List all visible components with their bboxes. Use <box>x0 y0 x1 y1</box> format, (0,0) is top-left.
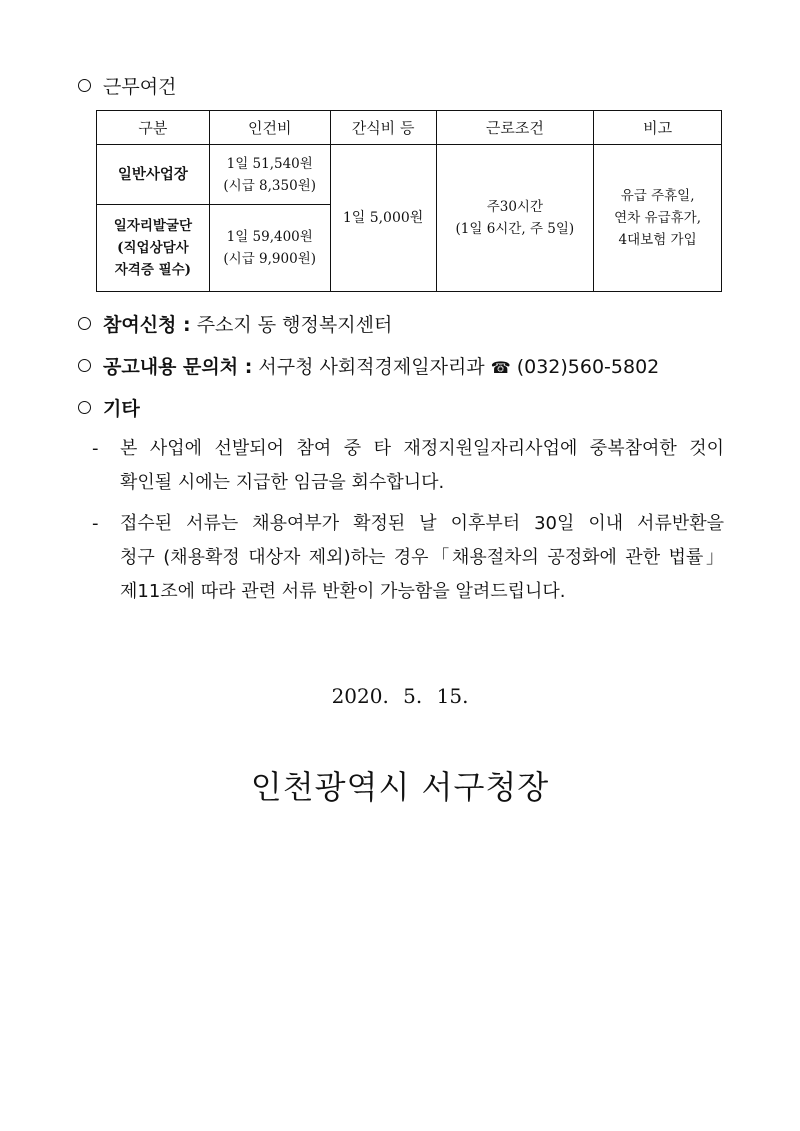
table-header-cell: 근로조건 <box>436 111 594 145</box>
dash-marker: - <box>92 438 99 459</box>
pay-hourly: (시급 8,350원) <box>223 177 317 194</box>
etc-line: 청구 (채용확정 대상자 제외)하는 경우「채용절차의 공정화에 관한 법률」 <box>120 547 724 568</box>
pay-cell <box>209 205 330 292</box>
etc-line: 제11조에 따라 관련 서류 반환이 가능함을 알려드립니다. <box>120 581 566 602</box>
section-heading: 근무여건 <box>103 76 177 98</box>
pay-daily: 1일 51,540원 <box>226 155 313 172</box>
work-conditions-table <box>96 110 722 292</box>
application-value: 주소지 동 행정복지센터 <box>196 314 393 336</box>
category-cell: 일반사업장 <box>97 145 210 205</box>
remark-line: 연차 유급휴가, <box>614 210 702 226</box>
work-hours-cell <box>436 145 594 292</box>
etc-line: 접수된 서류는 채용여부가 확정된 날 이후부터 30일 이내 서류반환을 <box>120 513 724 534</box>
inquiry-value: 서구청 사회적경제일자리과 <box>258 356 485 378</box>
section-etc <box>78 397 140 421</box>
snack-cell: 1일 5,000원 <box>330 145 436 292</box>
category-cell <box>97 205 210 292</box>
etc-item <box>92 507 724 609</box>
pay-hourly: (시급 9,900원) <box>223 251 317 267</box>
category-line: (직업상담사 <box>117 240 189 256</box>
inquiry-phone: (032)560-5802 <box>516 356 660 378</box>
remarks-cell <box>594 145 722 292</box>
category-line: 자격증 필수) <box>114 262 192 278</box>
section-application <box>78 313 392 337</box>
circle-bullet-icon <box>78 317 91 330</box>
etc-line: 확인될 시에는 지급한 임금을 회수합니다. <box>120 472 445 493</box>
application-label: 참여신청 : <box>103 314 191 336</box>
etc-line: 본 사업에 선발되어 참여 중 타 재정지원일자리사업에 중복참여한 것이 <box>120 438 724 459</box>
remark-line: 4대보험 가입 <box>618 232 697 248</box>
circle-bullet-icon <box>78 401 91 414</box>
work-hours: 주30시간 <box>486 199 543 215</box>
pay-daily: 1일 59,400원 <box>226 229 313 245</box>
telephone-icon: ☎ <box>490 358 511 377</box>
table-row <box>97 145 722 205</box>
table-header-cell: 인건비 <box>209 111 330 145</box>
work-hours-detail: (1일 6시간, 주 5일) <box>455 221 575 237</box>
table-header-cell: 비고 <box>594 111 722 145</box>
etc-item <box>92 432 724 500</box>
dash-marker: - <box>92 513 99 534</box>
remark-line: 유급 주휴일, <box>620 188 695 204</box>
category-line: 일자리발굴단 <box>113 218 193 234</box>
table-header-row <box>97 111 722 145</box>
section-work-conditions <box>78 75 176 99</box>
section-inquiry <box>78 355 659 380</box>
pay-cell <box>209 145 330 205</box>
table-header-cell: 구분 <box>97 111 210 145</box>
circle-bullet-icon <box>78 359 91 372</box>
circle-bullet-icon <box>78 79 91 92</box>
section-heading: 기타 <box>103 398 140 420</box>
table-header-cell: 간식비 등 <box>330 111 436 145</box>
issuer-signature: 인천광역시 서구청장 <box>250 768 550 806</box>
notice-date: 2020. 5. 15. <box>331 684 469 708</box>
inquiry-label: 공고내용 문의처 : <box>103 356 253 378</box>
